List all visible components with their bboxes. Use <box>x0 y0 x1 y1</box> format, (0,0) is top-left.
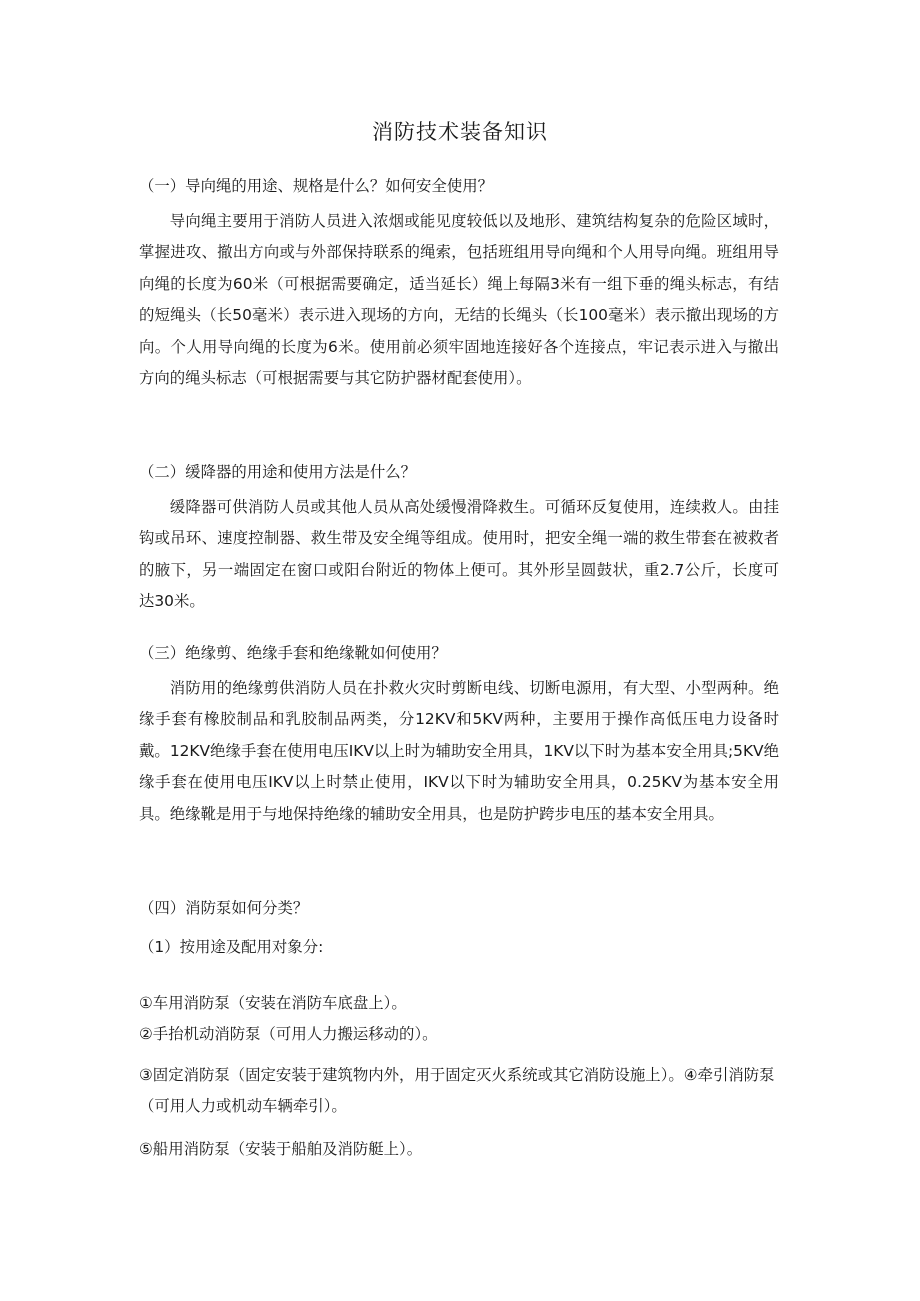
list-item: ⑤船用消防泵（安装于船舶及消防艇上）。 <box>139 1140 423 1158</box>
section-2-heading: （二）缓降器的用途和使用方法是什么？ <box>139 463 417 481</box>
list-item: ②手抬机动消防泵（可用人力搬运移动的）。 <box>139 1025 438 1043</box>
section-3-body: 消防用的绝缘剪供消防人员在扑救火灾时剪断电线、切断电源用，有大型、小型两种。绝缘手套有橡胶制品和乳胶制品两类，分12KV和5KV两种，主要用于操作高低压电力设备时戴。12KV绝缘手套在使用电压IKV以上时为辅助安全用具，1KV以下时为基本安全用具;5KV绝缘手套在使用电压IKV以上时禁止使用，IKV以下时为辅助安全用具，0.25KV为基本安全用具。绝缘靴是用于与地保持绝缘的辅助安全用具，也是防护跨步电压的基本安全用具。 <box>139 679 779 823</box>
section-1-body: 导向绳主要用于消防人员进入浓烟或能见度较低以及地形、建筑结构复杂的危险区域时，掌握进攻、撤出方向或与外部保持联系的绳索，包括班组用导向绳和个人用导向绳。班组用导向绳的长度为60米（可根据需要确定，适当延长）绳上每隔3米有一组下垂的绳头标志，有结的短绳头（长50毫米）表示进入现场的方向，无结的长绳头（长100毫米）表示撤出现场的方向。个人用导向绳的长度为6米。使用前必须牢固地连接好各个连接点，牢记表示进入与撤出方向的绳头标志（可根据需要与其它防护器材配套使用）。 <box>139 212 779 388</box>
section-2-body: 缓降器可供消防人员或其他人员从高处缓慢滑降救生。可循环反复使用，连续救人。由挂钩或吊环、速度控制器、救生带及安全绳等组成。使用时，把安全绳一端的救生带套在被救者的腋下，另一端固定在窗口或阳台附近的物体上便可。其外形呈圆鼓状，重2.7公斤，长度可达30米。 <box>139 498 779 611</box>
page-title: 消防技术装备知识 <box>372 120 548 144</box>
list-item: ①车用消防泵（安装在消防车底盘上）。 <box>139 994 407 1012</box>
section-4-heading: （四）消防泵如何分类？ <box>139 899 309 917</box>
section-4-subheading: （1）按用途及配用对象分: <box>139 938 324 956</box>
section-1-heading: （一）导向绳的用途、规格是什么？如何安全使用？ <box>139 177 493 195</box>
section-3-heading: （三）绝缘剪、绝缘手套和绝缘靴如何使用？ <box>139 644 447 662</box>
list-item: ③固定消防泵（固定安装于建筑物内外，用于固定灭火系统或其它消防设施上）。④牵引消防泵（可用人力或机动车辆牵引）。 <box>139 1066 775 1116</box>
